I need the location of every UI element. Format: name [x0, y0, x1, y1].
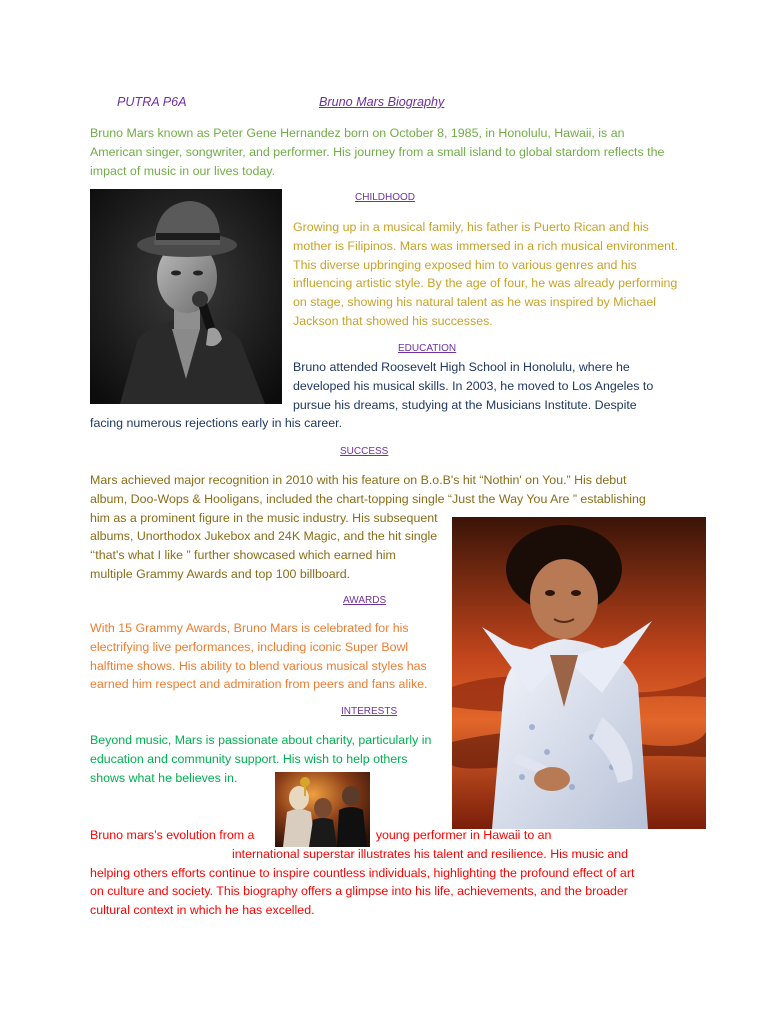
conclusion-paragraph: [90, 826, 650, 920]
author-label: PUTRA P6A: [117, 95, 187, 109]
childhood-heading: CHILDHOOD: [355, 192, 416, 203]
success-heading: SUCCESS: [340, 446, 389, 457]
education-wrap-spacer: [90, 358, 293, 414]
education-text: Bruno attended Roosevelt High School in Honolulu, where he developed his musical skills. In 2003, he moved to Los Angeles to pursue his dreams, studying at the Musicians Institute. Despite facing numerous rejections early in his career.: [90, 360, 654, 431]
conclusion-text-end: international superstar illustrates his talent and resilience. His music and helping others efforts continue to inspire countless individuals, highlighting the profound effect of art on culture and society. This biography offers a glimpse into his life, achievements, and the broader cultural context in which he has excelled.: [90, 846, 635, 918]
interests-heading: INTERESTS: [341, 706, 398, 717]
interests-paragraph: Beyond music, Mars is passionate about charity, particularly in education and community support. His wish to help others shows what he believes in.: [90, 733, 432, 785]
education-paragraph: [90, 358, 670, 433]
awards-paragraph: With 15 Grammy Awards, Bruno Mars is celebrated for his electrifying live performances, including iconic Super Bowl halftime shows. His ability to blend various musical styles has earned him respect and admiration from peers and fans alike.: [90, 621, 428, 692]
success-text: Mars achieved major recognition in 2010 with his feature on B.o.B's hit “Nothin' on You.” His debut album, Doo-Wops & Hooligans, included the chart-topping single “Just the Way You Are ” establishing him as a prominent figure in the music industry. His subsequent albums, Unorthodox Jukebox and 24K Magic, and the hit single ‘‘that's what I like ” further showcased which earned him multiple Grammy Awards and top 100 billboard.: [90, 473, 646, 581]
intro-paragraph: Bruno Mars known as Peter Gene Hernandez born on October 8, 1985, in Honolulu, Hawaii, is an American singer, songwriter, and performer. His journey from a small island to global stardom reflects the impact of music in our lives today.: [90, 126, 665, 178]
conclusion-text-start: Bruno mars’s evolution from a: [90, 828, 258, 842]
child-photo: [452, 517, 706, 829]
awards-heading: AWARDS: [343, 595, 387, 606]
conclusion-text-rest: young performer in Hawaii to an: [375, 828, 552, 842]
education-heading: EDUCATION: [398, 343, 457, 354]
page-title: Bruno Mars Biography: [319, 95, 445, 109]
childhood-paragraph: Growing up in a musical family, his father is Puerto Rican and his mother is Filipinos. Mars was immersed in a rich musical environment. This diverse upbringing exposed him to various genres and his influencing artistic style. By the age of four, he was already performing on stage, showing his natural talent as he was inspired by Michael Jackson that showed his successes.: [293, 220, 678, 328]
